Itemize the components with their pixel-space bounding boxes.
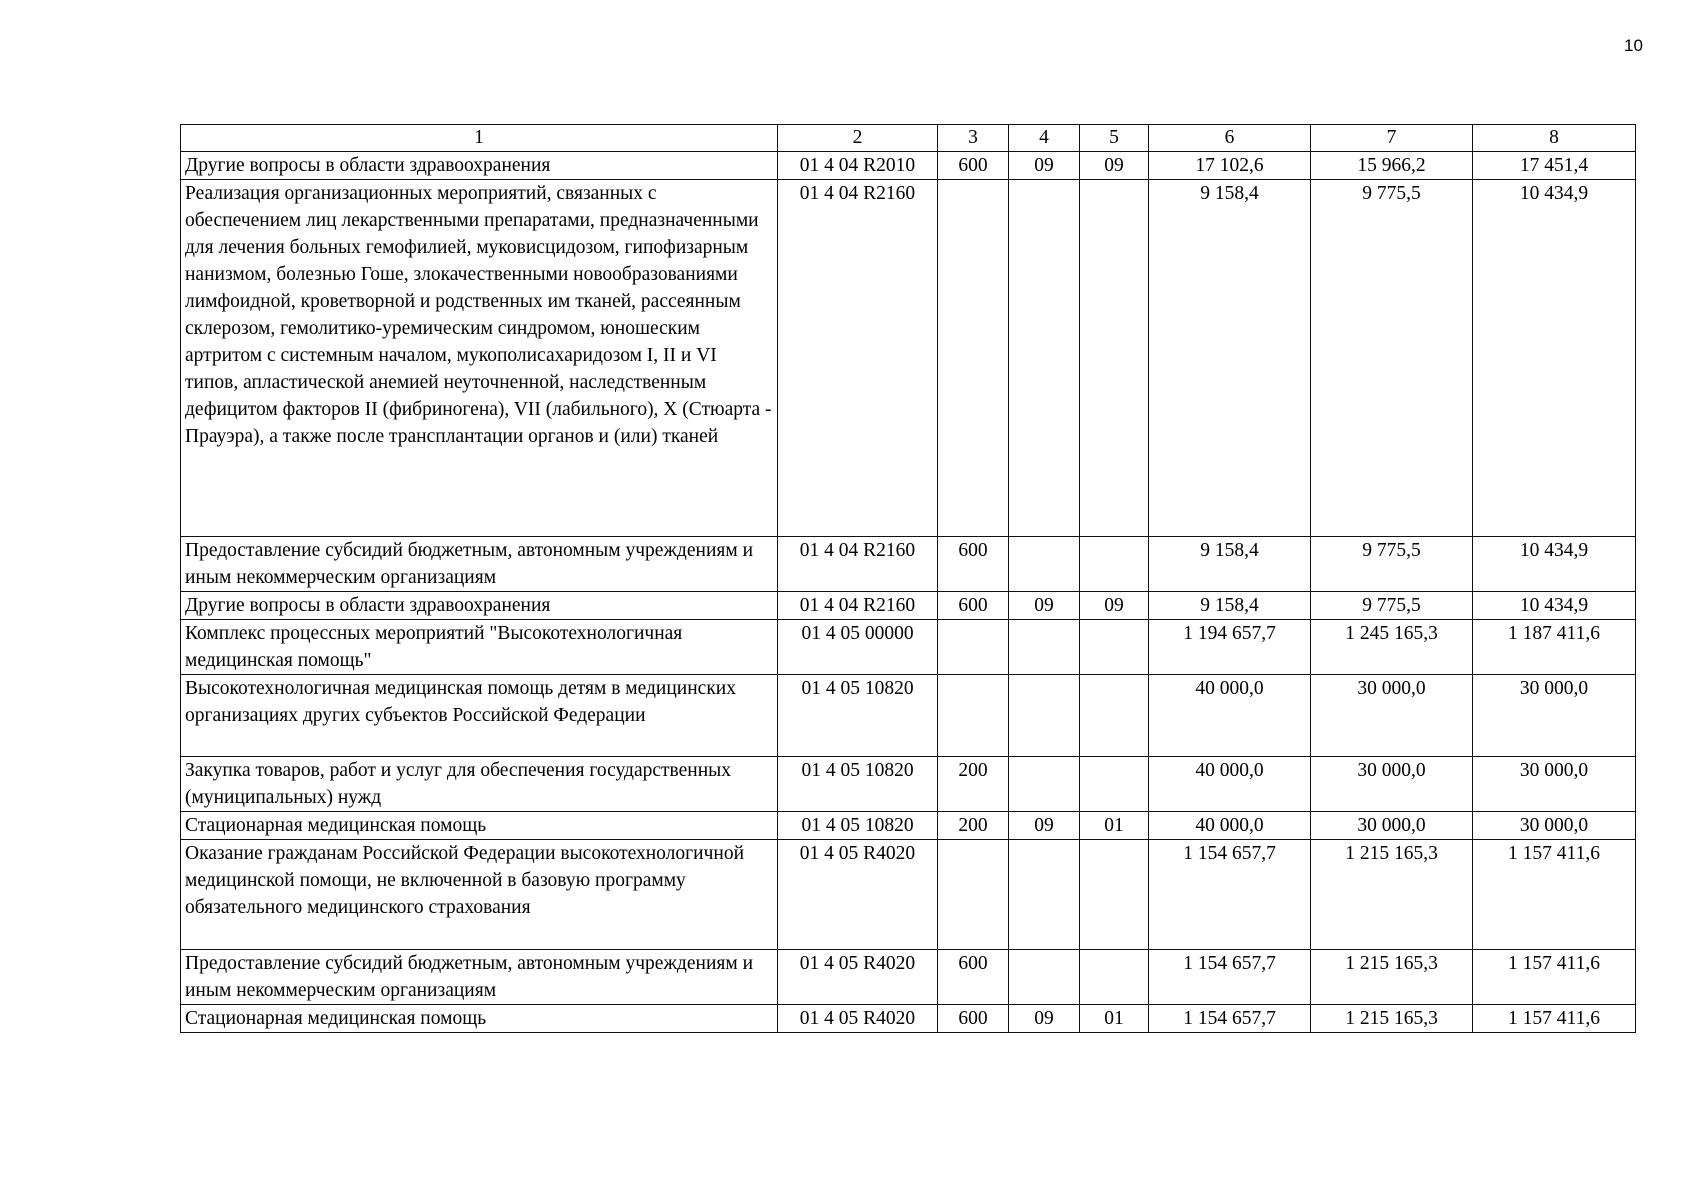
- amount-col8: 1 157 411,6: [1473, 950, 1636, 1005]
- item-name: Высокотехнологичная медицинская помощь детям в медицинских организациях других субъектов Российской Федерации: [181, 675, 778, 757]
- expense-type: 600: [938, 1005, 1009, 1033]
- amount-col6: 40 000,0: [1149, 757, 1311, 812]
- amount-col8: 1 187 411,6: [1473, 620, 1636, 675]
- subsection: 09: [1080, 592, 1149, 620]
- item-name: Предоставление субсидий бюджетным, автономным учреждениям и иным некоммерческим организациям: [181, 537, 778, 592]
- amount-col8: 10 434,9: [1473, 180, 1636, 537]
- subsection: 01: [1080, 812, 1149, 840]
- amount-col7: 1 245 165,3: [1311, 620, 1473, 675]
- amount-col7: 30 000,0: [1311, 812, 1473, 840]
- section: [1009, 757, 1080, 812]
- amount-col8: 1 157 411,6: [1473, 1005, 1636, 1033]
- header-cell: 3: [938, 125, 1009, 152]
- section: [1009, 180, 1080, 537]
- amount-col6: 1 154 657,7: [1149, 1005, 1311, 1033]
- item-name: Предоставление субсидий бюджетным, автономным учреждениям и иным некоммерческим организациям: [181, 950, 778, 1005]
- item-name: Оказание гражданам Российской Федерации высокотехнологичной медицинской помощи, не включенной в базовую программу обязательного медицинского страхования: [181, 840, 778, 950]
- amount-col6: 9 158,4: [1149, 592, 1311, 620]
- table-row: [181, 1005, 1636, 1033]
- header-cell: 8: [1473, 125, 1636, 152]
- expense-type: 600: [938, 537, 1009, 592]
- amount-col8: 10 434,9: [1473, 537, 1636, 592]
- target-code: 01 4 05 00000: [778, 620, 938, 675]
- table-row: [181, 537, 1636, 592]
- expense-type: [938, 840, 1009, 950]
- target-code: 01 4 05 10820: [778, 675, 938, 757]
- subsection: [1080, 180, 1149, 537]
- expense-type: 600: [938, 592, 1009, 620]
- header-cell: 2: [778, 125, 938, 152]
- table-row: [181, 840, 1636, 950]
- amount-col8: 17 451,4: [1473, 152, 1636, 180]
- expense-type: [938, 620, 1009, 675]
- header-row: [181, 125, 1636, 152]
- amount-col7: 30 000,0: [1311, 757, 1473, 812]
- section: 09: [1009, 592, 1080, 620]
- item-name: Комплекс процессных мероприятий "Высокотехнологичная медицинская помощь": [181, 620, 778, 675]
- amount-col7: 1 215 165,3: [1311, 1005, 1473, 1033]
- amount-col8: 1 157 411,6: [1473, 840, 1636, 950]
- amount-col6: 9 158,4: [1149, 537, 1311, 592]
- amount-col7: 9 775,5: [1311, 180, 1473, 537]
- table-row: [181, 675, 1636, 757]
- header-cell: 4: [1009, 125, 1080, 152]
- section: [1009, 840, 1080, 950]
- expense-type: 600: [938, 950, 1009, 1005]
- table-row: [181, 592, 1636, 620]
- amount-col6: 40 000,0: [1149, 675, 1311, 757]
- section: 09: [1009, 812, 1080, 840]
- target-code: 01 4 05 R4020: [778, 840, 938, 950]
- target-code: 01 4 04 R2010: [778, 152, 938, 180]
- section: [1009, 537, 1080, 592]
- budget-table: [180, 124, 1636, 1033]
- expense-type: [938, 180, 1009, 537]
- amount-col8: 30 000,0: [1473, 757, 1636, 812]
- amount-col8: 10 434,9: [1473, 592, 1636, 620]
- amount-col6: 1 194 657,7: [1149, 620, 1311, 675]
- header-cell: 5: [1080, 125, 1149, 152]
- item-name: Закупка товаров, работ и услуг для обеспечения государственных (муниципальных) нужд: [181, 757, 778, 812]
- expense-type: 200: [938, 757, 1009, 812]
- table-row: [181, 152, 1636, 180]
- amount-col7: 1 215 165,3: [1311, 840, 1473, 950]
- amount-col7: 9 775,5: [1311, 537, 1473, 592]
- amount-col6: 9 158,4: [1149, 180, 1311, 537]
- table-row: [181, 812, 1636, 840]
- page-number: 10: [1624, 36, 1643, 55]
- target-code: 01 4 05 R4020: [778, 950, 938, 1005]
- amount-col8: 30 000,0: [1473, 812, 1636, 840]
- section: [1009, 950, 1080, 1005]
- section: 09: [1009, 1005, 1080, 1033]
- subsection: 09: [1080, 152, 1149, 180]
- subsection: [1080, 757, 1149, 812]
- subsection: [1080, 840, 1149, 950]
- target-code: 01 4 05 10820: [778, 812, 938, 840]
- target-code: 01 4 05 R4020: [778, 1005, 938, 1033]
- subsection: [1080, 675, 1149, 757]
- amount-col6: 17 102,6: [1149, 152, 1311, 180]
- subsection: [1080, 950, 1149, 1005]
- subsection: [1080, 620, 1149, 675]
- table-row: [181, 620, 1636, 675]
- item-name: Другие вопросы в области здравоохранения: [181, 592, 778, 620]
- amount-col7: 1 215 165,3: [1311, 950, 1473, 1005]
- target-code: 01 4 04 R2160: [778, 537, 938, 592]
- expense-type: 600: [938, 152, 1009, 180]
- amount-col6: 1 154 657,7: [1149, 840, 1311, 950]
- header-cell: 6: [1149, 125, 1311, 152]
- subsection: 01: [1080, 1005, 1149, 1033]
- table-row: [181, 757, 1636, 812]
- subsection: [1080, 537, 1149, 592]
- item-name: Стационарная медицинская помощь: [181, 812, 778, 840]
- header-cell: 1: [181, 125, 778, 152]
- amount-col6: 1 154 657,7: [1149, 950, 1311, 1005]
- item-name: Реализация организационных мероприятий, связанных с обеспечением лиц лекарственными препаратами, предназначенными для лечения больных гемофилией, муковисцидозом, гипофизарным нанизмом, болезнью Гоше, злокачественными новообразованиями лимфоидной, кроветворной и родственных им тканей, рассеянным склерозом, гемолитико-уремическим синдромом, юношеским артритом с системным началом, мукополисахаридозом I, II и VI типов, апластической анемией неуточненной, наследственным дефицитом факторов II (фибриногена), VII (лабильного), X (Стюарта - Прауэра), а также после трансплантации органов и (или) тканей: [181, 180, 778, 537]
- section: [1009, 620, 1080, 675]
- target-code: 01 4 04 R2160: [778, 180, 938, 537]
- amount-col7: 30 000,0: [1311, 675, 1473, 757]
- amount-col8: 30 000,0: [1473, 675, 1636, 757]
- header-cell: 7: [1311, 125, 1473, 152]
- section: 09: [1009, 152, 1080, 180]
- table-row: [181, 950, 1636, 1005]
- section: [1009, 675, 1080, 757]
- target-code: 01 4 05 10820: [778, 757, 938, 812]
- amount-col7: 15 966,2: [1311, 152, 1473, 180]
- amount-col6: 40 000,0: [1149, 812, 1311, 840]
- expense-type: [938, 675, 1009, 757]
- item-name: Стационарная медицинская помощь: [181, 1005, 778, 1033]
- expense-type: 200: [938, 812, 1009, 840]
- table-row: [181, 180, 1636, 537]
- amount-col7: 9 775,5: [1311, 592, 1473, 620]
- target-code: 01 4 04 R2160: [778, 592, 938, 620]
- item-name: Другие вопросы в области здравоохранения: [181, 152, 778, 180]
